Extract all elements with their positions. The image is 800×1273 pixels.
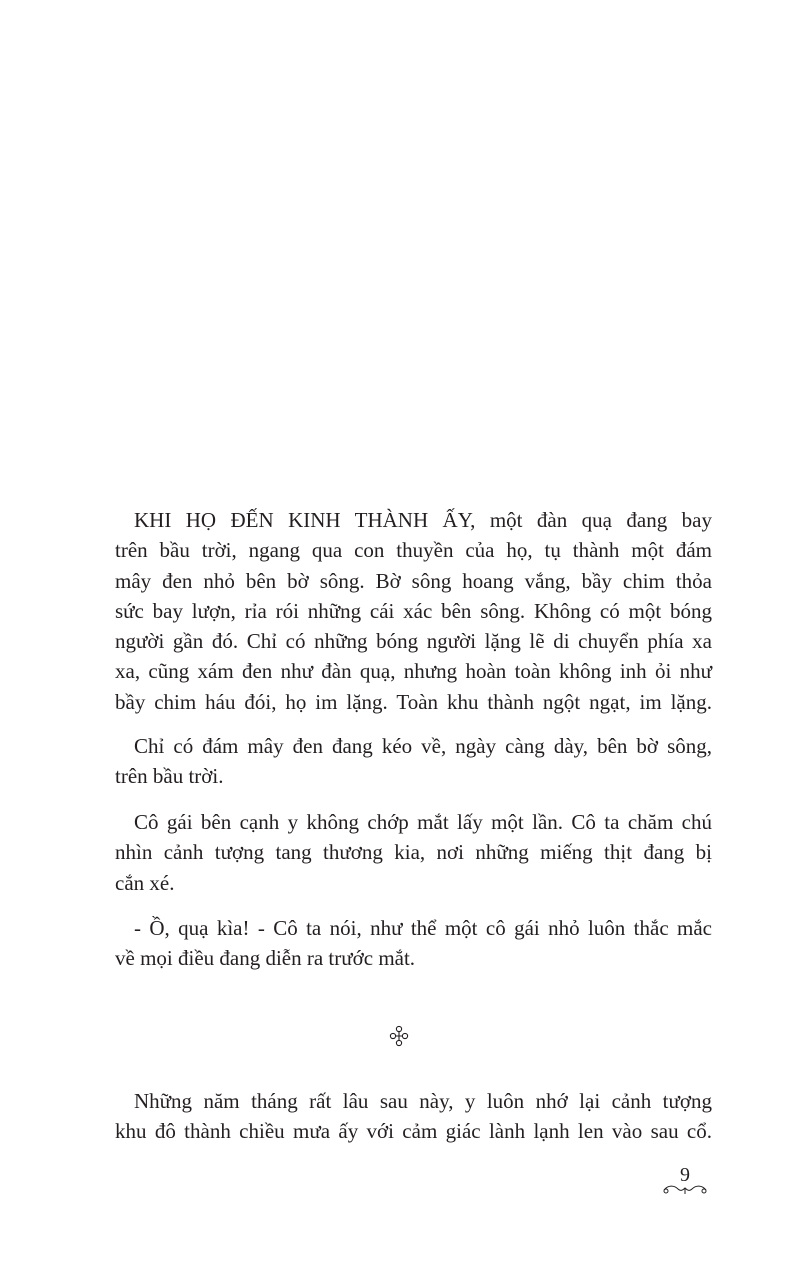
text-line: cắn xé. — [115, 870, 175, 895]
text-line: trên bầu trời, ngang qua con thuyền của họ, tụ thành một đám — [115, 538, 712, 563]
text-line: trên bầu trời. — [115, 764, 224, 789]
text-line: mây đen nhỏ bên bờ sông. Bờ sông hoang vắng, bầy chim thỏa — [115, 568, 712, 593]
text-line: - Ồ, quạ kìa! - Cô ta nói, như thể một cô gái nhỏ luôn thắc mắc — [134, 916, 712, 940]
paragraph-5 — [115, 1086, 712, 1147]
text-line: Cô gái bên cạnh y không chớp mắt lấy một lần. Cô ta chăm chú — [134, 810, 712, 834]
text-line: bầy chim háu đói, họ im lặng. Toàn khu thành ngột ngạt, im lặng. — [115, 689, 712, 714]
text-line: về mọi điều đang diễn ra trước mắt. — [115, 946, 416, 971]
text-line: người gần đó. Chỉ có những bóng người lặng lẽ di chuyển phía xa — [115, 629, 712, 654]
text-line: KHI HỌ ĐẾN KINH THÀNH ẤY, một đàn quạ đang bay — [134, 508, 712, 532]
scroll-ornament-icon — [660, 1182, 710, 1196]
text-line: Những năm tháng rất lâu sau này, y luôn nhớ lại cảnh tượng — [134, 1089, 712, 1113]
text-line: sức bay lượn, rỉa rói những cái xác bên sông. Không có một bóng — [115, 598, 712, 623]
paragraph-3 — [115, 807, 712, 898]
paragraph-4 — [115, 913, 712, 974]
fleuron-ornament-icon — [388, 1024, 410, 1048]
paragraph-1 — [115, 505, 712, 717]
page-number: 9 — [680, 1164, 690, 1186]
text-line: khu đô thành chiều mưa ấy với cảm giác lành lạnh len vào sau cổ. — [115, 1119, 712, 1144]
paragraph-2 — [115, 731, 712, 792]
text-line: Chỉ có đám mây đen đang kéo về, ngày càng dày, bên bờ sông, — [134, 734, 712, 758]
text-line: nhìn cảnh tượng tang thương kia, nơi những miếng thịt đang bị — [115, 840, 712, 865]
text-line: xa, cũng xám đen như đàn quạ, nhưng hoàn toàn không inh ỏi như — [115, 659, 712, 684]
